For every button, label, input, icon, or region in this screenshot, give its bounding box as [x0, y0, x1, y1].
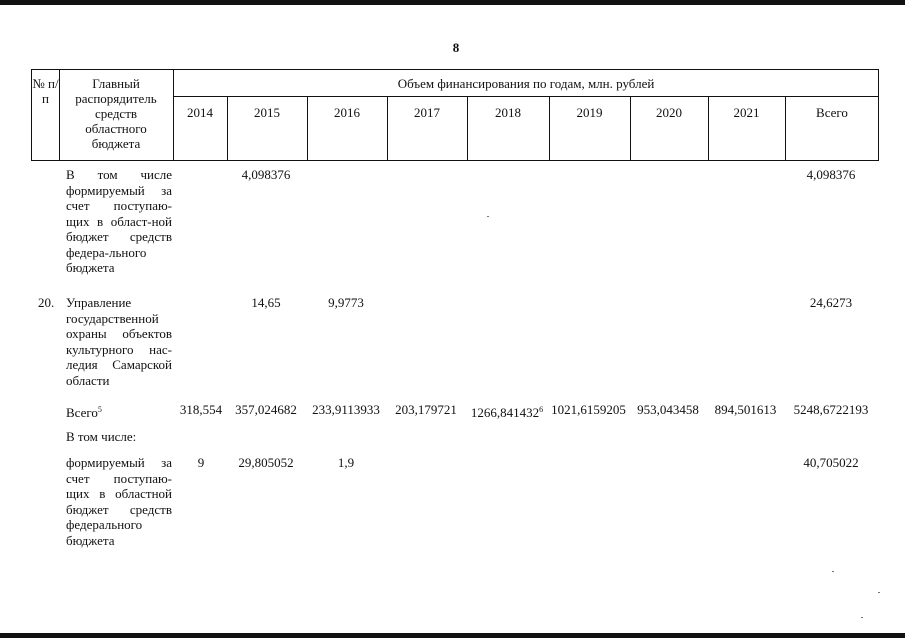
header-year-2020: 2020: [656, 105, 682, 120]
row-2-name: Управление государственной охраны объектов культурного нас-ледия Самарской области: [66, 295, 172, 388]
row-3-name-text: Всего: [66, 405, 98, 420]
header-name: Главный распорядитель средств областного бюджета: [75, 76, 157, 151]
row-3-value-2017: 203,179721: [395, 402, 457, 417]
header-year-2017: 2017: [414, 105, 440, 120]
row-1-name: В том числе формируемый за счет поступаю-щих в област-ной бюджет средств федера-льного бюджета: [66, 167, 172, 275]
row-3-value-2020: 953,043458: [637, 402, 699, 417]
row-2-number: 20.: [38, 295, 55, 310]
row-3-value-2018-text: 1266,841432: [470, 405, 540, 420]
row-5-name: формируемый за счет поступаю-щих в областной бюджет средств федерального бюджета: [66, 455, 172, 548]
row-5-value-total: 40,705022: [803, 455, 859, 470]
top-border-rule: [0, 0, 905, 5]
row-4-name: В том числе:: [66, 429, 137, 444]
row-2-value-total: 24,6273: [809, 295, 853, 310]
row-1-value-total: 4,098376: [806, 167, 856, 182]
row-2-value-2016: 9,9773: [328, 295, 364, 310]
header-year-2016: 2016: [334, 105, 360, 120]
row-3-footnote-mark: 5: [97, 405, 102, 414]
scan-speck: [487, 216, 489, 217]
row-3-value-2021: 894,501613: [714, 402, 777, 417]
row-3-value-2016: 233,9113933: [312, 402, 380, 417]
header-year-2015: 2015: [254, 105, 280, 120]
row-5-value-2015: 29,805052: [238, 455, 294, 470]
header-total: Всего: [816, 105, 848, 120]
header-year-2021: 2021: [733, 105, 760, 120]
header-year-2019: 2019: [576, 105, 603, 120]
row-1-value-2015: 4,098376: [241, 167, 291, 182]
row-5-value-2016: 1,9: [337, 455, 355, 470]
row-3-value-2014: 318,554: [179, 402, 223, 417]
row-2-value-2015: 14,65: [251, 295, 281, 310]
row-3-value-2015: 357,024682: [235, 402, 297, 417]
row-3-value-2019: 1021,6159205: [551, 402, 626, 417]
header-year-2014: 2014: [187, 105, 213, 120]
table-header: [31, 69, 879, 161]
row-3-value-2018-footnote: 6: [539, 405, 544, 414]
divider-no: [59, 70, 60, 160]
header-year-2018: 2018: [495, 105, 521, 120]
row-5-value-2014: 9: [197, 455, 205, 470]
header-funding: Объем финансирования по годам, млн. рублей: [397, 76, 655, 91]
row-3-value-total: 5248,6722193: [793, 402, 869, 417]
header-no: № п/п: [32, 76, 59, 106]
row-3-value-2018: [466, 402, 548, 421]
page-number: 8: [452, 40, 460, 55]
scan-speck: [832, 571, 834, 572]
bottom-border-rule: [0, 633, 905, 638]
scan-speck: [878, 592, 880, 593]
divider-funding: [173, 96, 879, 97]
scan-speck: [861, 617, 863, 618]
row-3-name: [66, 402, 102, 421]
